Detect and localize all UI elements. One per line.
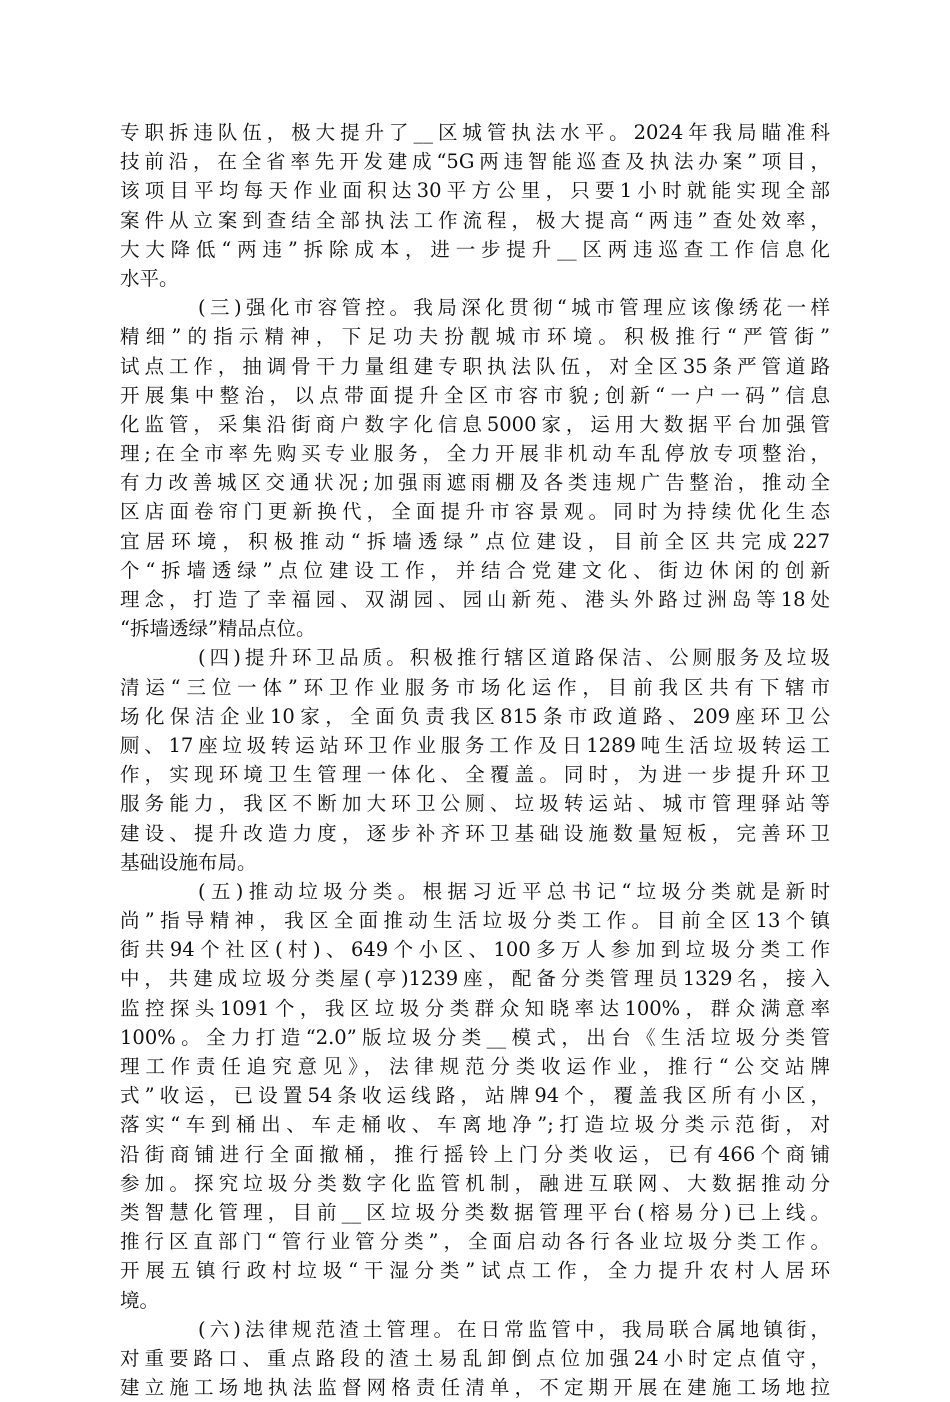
text-line: (三)强化市容管控。我局深化贯彻“城市管理应该像绣花一样	[198, 296, 830, 320]
text-line: 落实“车到桶出、车走桶收、车离地净”;打造垃圾分类示范街，对	[120, 1113, 830, 1137]
text-line: “拆墙透绿”精品点位。	[120, 617, 316, 641]
text-line: 该项目平均每天作业面积达30平方公里，只要1小时就能实现全部	[120, 179, 830, 203]
text-line: 精细”的指示精神，下足功夫扮靓城市环境。积极推行“严管街”	[120, 325, 830, 349]
text-line: 对重要路口、重点路段的渣土易乱卸倒点位加强24小时定点值守，	[120, 1346, 830, 1370]
document-page	[120, 118, 830, 1402]
text-line: (四)提升环卫品质。积极推行辖区道路保洁、公厕服务及垃圾	[198, 646, 830, 670]
text-line: 尚”指导精神，我区全面推动生活垃圾分类工作。目前全区13个镇	[120, 909, 830, 933]
text-line: 理工作责任追究意见》，法律规范分类收运作业，推行“公交站牌	[120, 1055, 830, 1078]
text-line: (五)推动垃圾分类。根据习近平总书记“垃圾分类就是新时	[198, 879, 830, 903]
text-line: 建设、提升改造力度，逐步补齐环卫基础设施数量短板，完善环卫	[120, 821, 830, 845]
text-line: 基础设施布局。	[120, 850, 257, 874]
text-line: 化监管，采集沿街商户数字化信息5000家，运用大数据平台加强管	[120, 412, 830, 436]
text-line: 清运“三位一体”环卫作业服务市场化运作，目前我区共有下辖市	[120, 675, 830, 699]
text-line: 式”收运，已设置54条收运线路，站牌94个，覆盖我区所有小区，	[120, 1084, 830, 1108]
text-line: 100%。全力打造“2.0”版垃圾分类__模式，出台《生活垃圾分类管	[120, 1025, 830, 1049]
text-line: 境。	[120, 1288, 160, 1312]
text-line: 个“拆墙透绿”点位建设工作，并结合党建文化、街边休闲的创新	[120, 558, 830, 582]
text-line: 场化保洁企业10家，全面负责我区815条市政道路、209座环卫公	[120, 704, 830, 728]
text-line: 推行区直部门“管行业管分类”，全面启动各行各业垃圾分类工作。	[120, 1230, 830, 1254]
text-line: 区店面卷帘门更新换代，全面提升市容景观。同时为持续优化生态	[120, 500, 830, 524]
text-line: 大大降低“两违”拆除成本，进一步提升__区两违巡查工作信息化	[120, 237, 830, 261]
text-line: 宜居环境，积极推动“拆墙透绿”点位建设，目前全区共完成227	[120, 529, 830, 553]
text-line: 水平。	[120, 266, 179, 290]
text-line: 理;在全市率先购买专业服务，全力开展非机动车乱停放专项整治，	[120, 442, 830, 466]
text-line: 试点工作，抽调骨干力量组建专职执法队伍，对全区35条严管道路	[120, 354, 830, 378]
text-line: 厕、17座垃圾转运站环卫作业服务工作及日1289吨生活垃圾转运工	[120, 733, 830, 757]
text-line: 沿街商铺进行全面撤桶，推行摇铃上门分类收运，已有466个商铺	[120, 1142, 830, 1166]
text-line: 监控探头1091个，我区垃圾分类群众知晓率达100%，群众满意率	[120, 996, 830, 1020]
text-line: 开展集中整治，以点带面提升全区市容市貌;创新“一户一码”信息	[120, 383, 830, 407]
text-line: 街共94个社区(村)、649个小区、100多万人参加到垃圾分类工作	[120, 938, 830, 962]
text-line: 参加。探究垃圾分类数字化监管机制，融进互联网、大数据推动分	[120, 1171, 830, 1195]
text-line: 服务能力，我区不断加大环卫公厕、垃圾转运站、城市管理驿站等	[120, 792, 830, 816]
paragraph	[120, 1315, 830, 1402]
text-line: 开展五镇行政村垃圾“干湿分类”试点工作，全力提升农村人居环	[120, 1259, 830, 1283]
text-line: 类智慧化管理，目前__区垃圾分类数据管理平台(榕易分)已上线。	[120, 1200, 830, 1224]
text-line: 建立施工场地执法监督网格责任清单，不定期开展在建施工场地拉	[120, 1376, 830, 1400]
paragraph	[120, 643, 830, 877]
text-line: 专职拆违队伍，极大提升了__区城管执法水平。2024年我局瞄准科	[120, 121, 830, 144]
text-line: 有力改善城区交通状况;加强雨遮雨棚及各类违规广告整治，推动全	[120, 471, 830, 495]
paragraph	[120, 118, 830, 293]
text-line: 技前沿，在全省率先开发建成“5G两违智能巡查及执法办案”项目，	[120, 150, 830, 174]
text-line: 作，实现环境卫生管理一体化、全覆盖。同时，为进一步提升环卫	[120, 763, 830, 787]
paragraph	[120, 877, 830, 1315]
text-line: 理念，打造了幸福园、双湖园、园山新苑、港头外路过洲岛等18处	[120, 588, 830, 611]
text-line: (六)法律规范渣土管理。在日常监管中，我局联合属地镇街，	[198, 1317, 830, 1341]
paragraph	[120, 293, 830, 643]
text-line: 中，共建成垃圾分类屋(亭)1239座，配备分类管理员1329名，接入	[120, 967, 830, 991]
text-line: 案件从立案到查结全部执法工作流程，极大提高“两违”查处效率，	[120, 208, 830, 232]
